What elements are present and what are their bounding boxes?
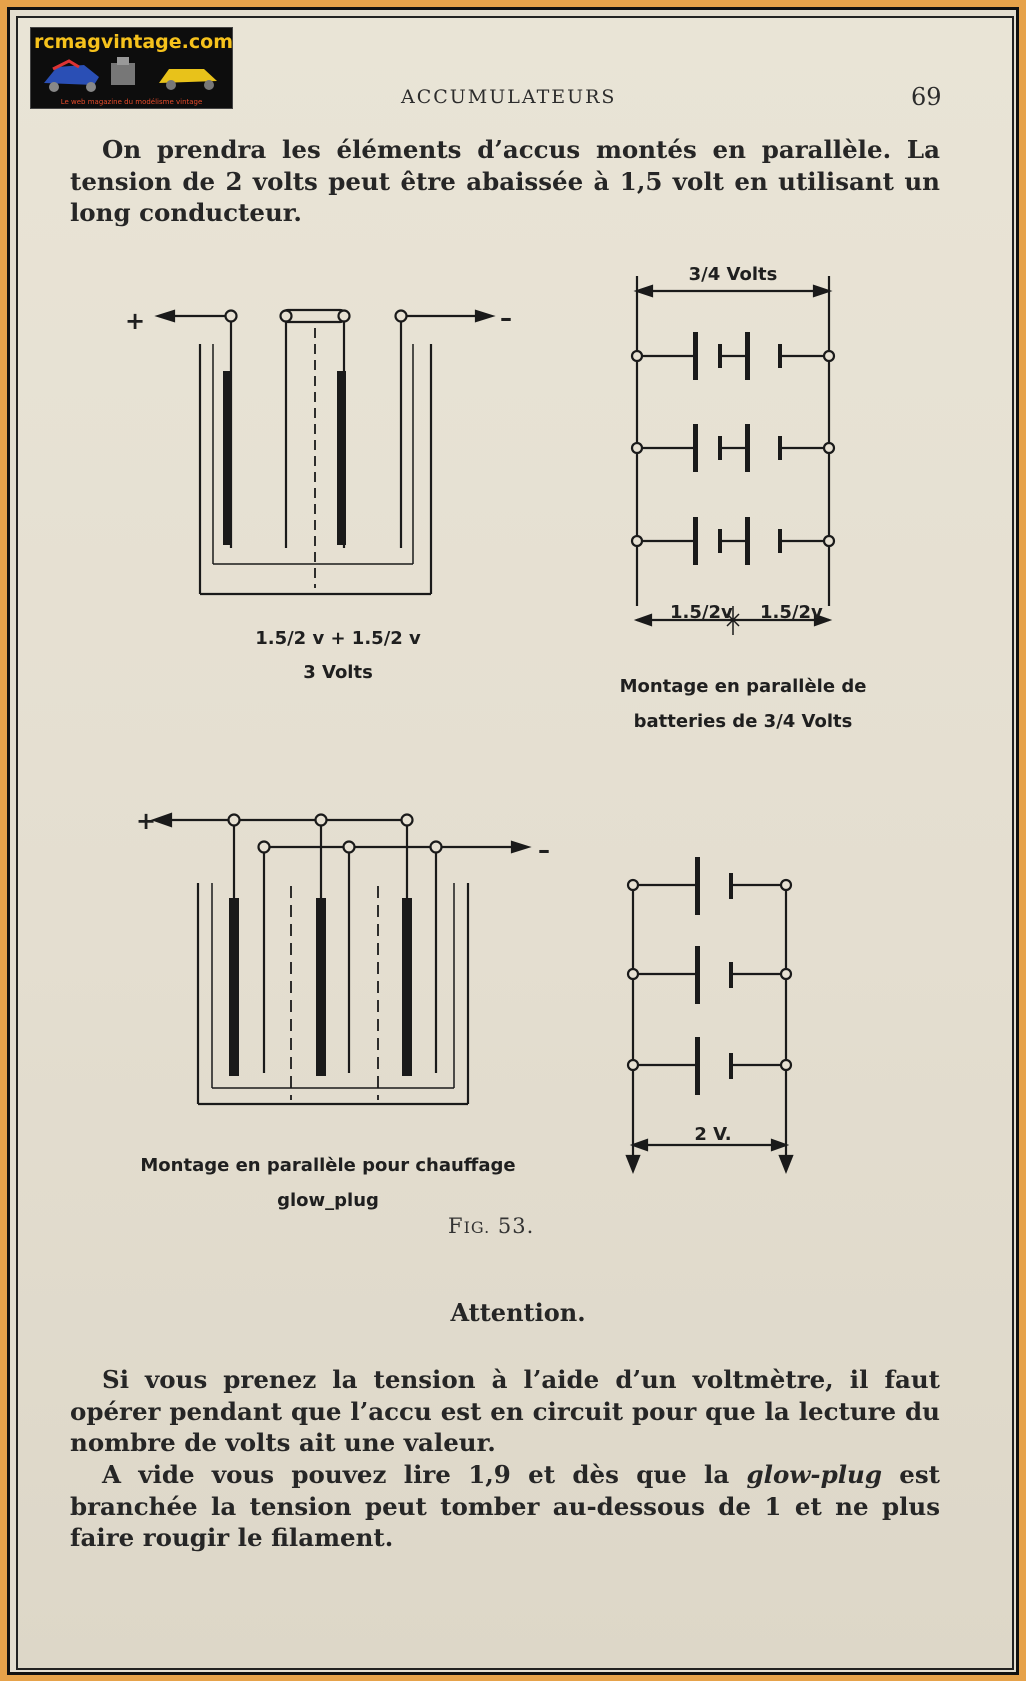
fig2-caption-line1: Montage en parallèle de bbox=[619, 676, 867, 697]
book-page bbox=[16, 16, 1014, 1670]
fig1-plus-sign: + bbox=[125, 307, 146, 335]
fig2-top-voltage-label: 3/4 Volts bbox=[688, 264, 778, 285]
page-number: 69 bbox=[911, 83, 942, 111]
body-paragraph-2-end: est branchée la tension peut tomber au-dessous de 1 et ne plus faire rougir le filament. bbox=[70, 1460, 940, 1552]
fig1-label-cells: 1.5/2 v + 1.5/2 v bbox=[255, 628, 421, 649]
figure-caption-prefix: F bbox=[448, 1214, 464, 1238]
page-frame bbox=[7, 7, 1019, 1675]
fig3-caption-line2: glow_plug bbox=[277, 1190, 379, 1211]
figure-caption bbox=[448, 1214, 534, 1238]
body-paragraph-2 bbox=[70, 1459, 940, 1554]
body-paragraph-2-start: A vide vous pouvez lire 1,9 et dès que la bbox=[102, 1460, 747, 1489]
figure-caption-smallcaps: IG. bbox=[463, 1218, 491, 1237]
section-heading: Attention. bbox=[450, 1298, 586, 1327]
logo-tagline: Le web magazine du modélisme vintage bbox=[60, 98, 203, 106]
figure-caption-number: 53. bbox=[490, 1214, 535, 1238]
running-head: ACCUMULATEURS bbox=[401, 86, 617, 108]
fig4-voltage-label: 2 V. bbox=[694, 1124, 732, 1145]
fig3-caption-line1: Montage en parallèle pour chauffage bbox=[140, 1155, 516, 1176]
fig2-right-cell-label: 1.5/2v bbox=[760, 602, 823, 623]
fig2-left-cell-label: 1.5/2v bbox=[670, 602, 733, 623]
fig1-minus-sign: – bbox=[500, 304, 512, 332]
intro-paragraph: On prendra les éléments d’accus montés en parallèle. La tension de 2 volts peut être abaissée à 1,5 volt en utilisant un long conducteur. bbox=[70, 135, 940, 227]
fig3-minus-sign: – bbox=[538, 836, 550, 864]
logo-site-name: rcmagvintage.com bbox=[34, 31, 233, 53]
body-paragraph-1: Si vous prenez la tension à l’aide d’un voltmètre, il faut opérer pendant que l’accu est en circuit pour que la lecture du nombre de volts ait une valeur. bbox=[70, 1365, 940, 1457]
body-paragraph-2-italic-term: glow-plug bbox=[746, 1460, 882, 1489]
fig2-caption-line2: batteries de 3/4 Volts bbox=[633, 711, 853, 732]
fig1-label-total: 3 Volts bbox=[303, 662, 373, 683]
fig3-plus-sign: + bbox=[136, 807, 157, 835]
